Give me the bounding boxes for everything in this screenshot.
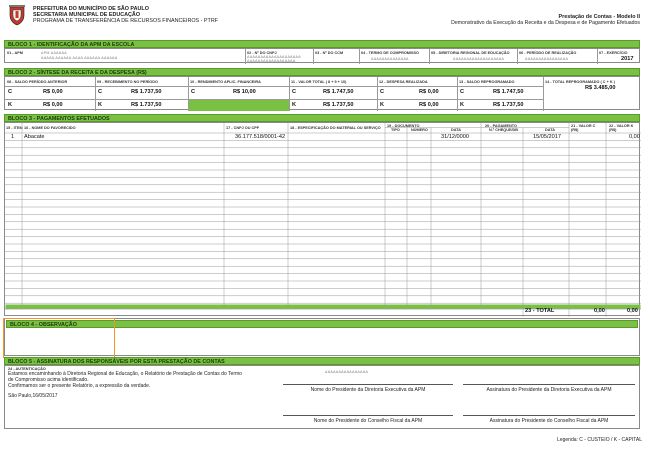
bloco3-total-label: 23 - TOTAL — [525, 308, 555, 314]
bloco5-text3: Confirmamos ser o presente Relatório, a expressão da verdade. — [8, 383, 151, 389]
bloco3-header-pagamento: 20 - PAGAMENTO — [485, 123, 517, 128]
bloco2-row-k-code-13: K — [460, 102, 465, 108]
bloco3-header-valor-k: 22 - VALOR K (R$) — [609, 124, 634, 132]
bloco3-header-nome: 16 - NOME DO FAVORECIDO — [24, 126, 76, 130]
bloco1-apm-label: 01 - APM — [7, 51, 23, 55]
bloco2-row-c-v11: R$ 1.747,50 — [323, 89, 354, 95]
bloco5-sig-blur: AAAAAAAAAAAAAAAA — [325, 370, 369, 374]
bloco2-row-k-code-12: K — [380, 102, 385, 108]
bloco5-place-date: São Paulo,16/05/2017 — [8, 393, 58, 399]
bloco3-row1-valor-k: 0,00 — [629, 133, 640, 140]
bloco3-header-cheque: N.º CHEQUE/DB — [489, 128, 519, 132]
bloco1-periodo-label: 06 - PERÍODO DE REALIZAÇÃO — [519, 51, 577, 55]
bloco2-header-08: 08 - SALDO PERÍODO ANTERIOR — [7, 80, 68, 84]
bloco2-row-c-code-09: C — [98, 89, 103, 95]
bloco1-cnpj-label: 02 - Nº DO CNPJ — [247, 51, 277, 55]
bloco3-total-c: 0,00 — [594, 308, 605, 314]
bloco3-row1-cnpj: 36.177.518/0001-42 — [235, 133, 286, 140]
bloco4-focus-highlight — [3, 318, 115, 358]
bloco2-row-c-code-11: C — [292, 89, 297, 95]
sao-paulo-coat-of-arms-icon — [6, 4, 28, 26]
bloco3-title: BLOCO 3 - PAGAMENTOS EFETUADOS — [4, 114, 640, 122]
bloco2-row-k-code-11: K — [292, 102, 297, 108]
bloco1-termo-label: 04 - TERMO DE COMPROMISSO — [361, 51, 420, 55]
bloco3-row1-data: 31/12/0000 — [441, 133, 469, 140]
bloco3-row1-data-pag: 15/05/2017 — [533, 133, 561, 140]
bloco1-ccm-label: 03 - Nº DO CCM — [315, 51, 344, 55]
header-line3: PROGRAMA DE TRANSFERÊNCIA DE RECURSOS FINANCEIROS - PTRF — [33, 18, 219, 24]
bloco1-dre-label: 05 - DIRETORIA REGIONAL DE EDUCAÇÃO — [431, 51, 510, 55]
bloco1-apm-value2: AAAAA AAAAAA AAAA AAAAAA AAAAAA — [41, 56, 118, 60]
bloco2-title: BLOCO 2 - SÍNTESE DA RECEITA E DA DESPESA (R$) — [4, 68, 640, 76]
bloco5-sig1: Nome do Presidente da Diretoria Executiva da APM — [310, 387, 426, 393]
bloco2-row-c-code-10: C — [191, 89, 196, 95]
bloco1-dre-value: AAAAAAAAAAAAAAAAAAA — [453, 57, 505, 61]
bloco5-text1: Estamos encaminhando à Diretoria Regional de Educação, o Relatório de Prestação de Contas do Termo — [8, 371, 242, 377]
header-right-subtitle: Demonstrativo da Execução da Receita e da Despesa e de Pagamento Efetuados — [451, 20, 640, 26]
bloco2-row-k-v11: R$ 1.737,50 — [323, 102, 354, 108]
bloco3-row1-nome: Abacate — [24, 133, 45, 140]
header-line1: PREFEITURA DO MUNICÍPIO DE SÃO PAULO — [33, 6, 149, 12]
bloco2-header-12: 12 - DESPESA REALIZADA — [379, 80, 428, 84]
bloco2-header-10: 10 - RENDIMENTO APLIC. FINANCEIRA — [190, 80, 261, 84]
bloco3-header-valor-c: 21 - VALOR C (R$) — [571, 124, 596, 132]
bloco2-row-c-code-08: C — [8, 89, 13, 95]
bloco1-periodo-value: AAAAAAAAAAAAAAAA — [525, 57, 569, 61]
bloco3-table — [4, 122, 640, 316]
bloco3-header-numero: NÚMERO — [411, 128, 428, 132]
bloco2-header-13: 13 - SALDO REPROGRAMADO — [459, 80, 515, 84]
bloco2-row-k-code-09: K — [98, 102, 103, 108]
bloco2-row-k-v10-filled — [189, 100, 290, 111]
bloco5-sig4: Assinatura do Presidente do Conselho Fiscal da APM — [489, 418, 609, 424]
bloco3-header-data-pag: DATA — [545, 128, 555, 132]
bloco3-header-item: 15 - ITEM — [6, 126, 23, 130]
bloco3-header-tipo: TIPO — [391, 128, 400, 132]
bloco3-header-espec: 18 - ESPECIFICAÇÃO DO MATERIAL OU SERVIÇO — [290, 126, 381, 130]
bloco2-row-k-v08: R$ 0,00 — [43, 102, 63, 108]
bloco2-header-14: 14 - TOTAL REPROGRAMADO ( C + K ) — [545, 80, 615, 84]
bloco1-title: BLOCO 1 - IDENTIFICAÇÃO DA APM DA ESCOLA — [4, 40, 640, 48]
bloco3-header-cnpj: 17 - CNPJ OU CPF — [226, 126, 260, 130]
bloco1-exercicio-label: 07 - EXERCÍCIO — [599, 51, 628, 55]
bloco2-row-c-code-13: C — [460, 89, 465, 95]
bloco2-header-11: 11 - VALOR TOTAL ( 8 + 9 + 10) — [291, 80, 347, 84]
header-line2: SECRETARIA MUNICIPAL DE EDUCAÇÃO — [33, 12, 141, 18]
bloco2-row-c-v10: R$ 10,00 — [233, 89, 256, 95]
bloco2-row-c-v08: R$ 0,00 — [43, 89, 63, 95]
bloco2-table — [4, 76, 640, 110]
bloco5-signatures — [4, 365, 640, 429]
bloco2-row-c-code-12: C — [380, 89, 385, 95]
bloco2-header-09: 09 - RECEBIMENTO NO PERÍODO — [97, 80, 158, 84]
bloco2-total-reprogramado: R$ 3.485,00 — [585, 85, 616, 91]
bloco4-title: BLOCO 4 - OBSERVAÇÃO — [6, 320, 638, 328]
bloco1-exercicio-value: 2017 — [621, 56, 634, 62]
bloco3-grid — [5, 123, 641, 317]
bloco2-row-c-v09: R$ 1.737,50 — [131, 89, 162, 95]
bloco2-row-c-v12: R$ 0,00 — [419, 89, 439, 95]
bloco5-sig2: Assinatura do Presidente da Diretoria Executiva da APM — [486, 387, 612, 393]
bloco3-row1-item: 1 — [11, 133, 15, 140]
bloco1-fields — [4, 48, 640, 63]
bloco2-row-k-code-08: K — [8, 102, 13, 108]
bloco3-total-k: 0,00 — [627, 308, 638, 314]
bloco1-cnpj-value2: AAAAAAAAAAAAAAAAAA — [247, 59, 296, 63]
bloco2-row-k-v09: R$ 1.737,50 — [131, 102, 162, 108]
bloco2-row-k-v12: R$ 0,00 — [419, 102, 439, 108]
bloco2-row-c-v13: R$ 1.747,50 — [493, 89, 524, 95]
bloco5-sig3: Nome do Presidente do Conselho Fiscal da APM — [313, 418, 423, 424]
header-right-title: Prestação de Contas - Modelo II — [558, 14, 640, 20]
bloco2-row-k-v13: R$ 1.737,50 — [493, 102, 524, 108]
bloco3-header-documento: 19 - DOCUMENTO — [387, 123, 420, 128]
bloco1-termo-value: AAAAAAAAAAAAAA — [371, 57, 409, 61]
bloco5-auth-label: 24 - AUTENTICAÇÃO — [8, 367, 46, 371]
bloco1-cnpj-value: AAAAAAAAAAAAAAAAAAAA — [247, 55, 301, 59]
bloco5-title: BLOCO 5 - ASSINATURA DOS RESPONSÁVEIS POR ESTA PRESTAÇÃO DE CONTAS — [4, 357, 640, 365]
legend: Legenda: C - CUSTEIO / K - CAPITAL — [557, 437, 642, 443]
bloco1-apm-value: APM AAAAAA — [41, 51, 67, 55]
bloco3-header-data: DATA — [451, 128, 461, 132]
bloco5-text2: de Compromisso acima identificado. — [8, 377, 89, 383]
